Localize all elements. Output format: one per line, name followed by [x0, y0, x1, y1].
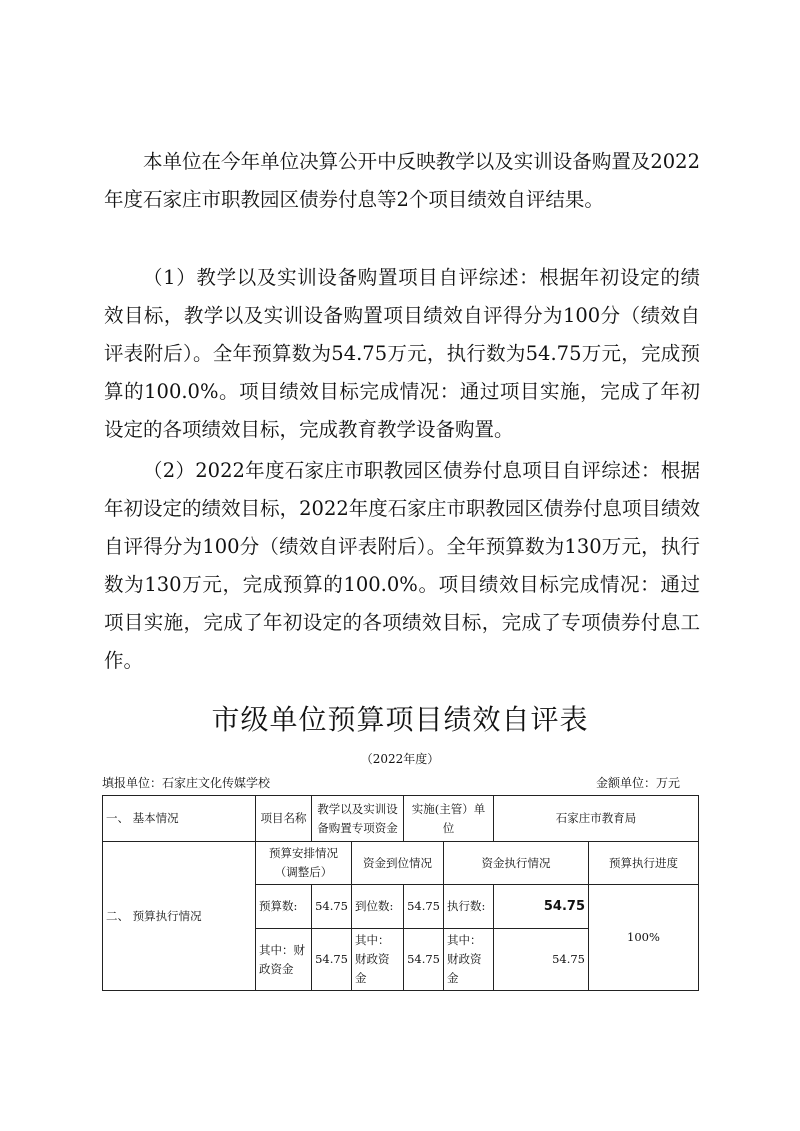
- execution-label: 执行数:: [444, 885, 494, 929]
- project-name-value: 教学以及实训设备购置专项资金: [312, 796, 404, 842]
- basic-info-header: 一、 基本情况: [103, 796, 256, 842]
- budget-fiscal-value: 54.75: [312, 929, 352, 991]
- budget-arrangement-header: 预算安排情况（调整后）: [256, 842, 352, 885]
- form-year: （2022年度）: [360, 752, 440, 766]
- project-name-label: 项目名称: [256, 796, 312, 842]
- budget-value: 54.75: [312, 885, 352, 929]
- fund-arrival-header: 资金到位情况: [352, 842, 444, 885]
- budget-label: 预算数:: [256, 885, 312, 929]
- impl-unit-value: 石家庄市教育局: [494, 796, 699, 842]
- execution-fiscal-label: 其中：财政资金: [444, 929, 494, 991]
- execution-progress-value: 100%: [589, 885, 699, 991]
- arrival-fiscal-value: 54.75: [404, 929, 444, 991]
- execution-progress-header: 预算执行进度: [589, 842, 699, 885]
- project1-summary-paragraph: （1）教学以及实训设备购置项目自评综述：根据年初设定的绩效目标，教学以及实训设备购置项目绩效自评得分为100分（绩效自评表附后）。全年预算数为54.75万元，执行数为54.75万元，完成预算的100.0%。项目绩效目标完成情况：通过项目实施，完成了年初设定的各项绩效目标，完成教育教学设备购置。: [104, 266, 700, 441]
- execution-fiscal-value: 54.75: [494, 929, 589, 991]
- intro-paragraph: 本单位在今年单位决算公开中反映教学以及实训设备购置及2022年度石家庄市职教园区债券付息等2个项目绩效自评结果。: [104, 150, 700, 211]
- project2-summary-paragraph: （2）2022年度石家庄市职教园区债券付息项目自评综述：根据年初设定的绩效目标，2022年度石家庄市职教园区债券付息项目绩效自评得分为100分（绩效自评表附后）。全年预算数为130万元，执行数为130万元，完成预算的100.0%。项目绩效目标完成情况：通过项目实施，完成了年初设定的各项绩效目标，完成了专项债券付息工作。: [104, 459, 700, 672]
- filler-unit: 填报单位：石家庄文化传媒学校: [102, 776, 271, 790]
- arrival-fiscal-label: 其中：财政资金: [352, 929, 404, 991]
- arrival-label: 到位数:: [352, 885, 404, 929]
- table-row: [103, 842, 699, 885]
- arrival-value: 54.75: [404, 885, 444, 929]
- form-title: 市级单位预算项目绩效自评表: [211, 703, 589, 736]
- table-row: [103, 796, 699, 842]
- amount-unit: 金额单位：万元: [595, 776, 680, 790]
- self-evaluation-table: [102, 795, 699, 991]
- impl-unit-label: 实施(主管）单位: [404, 796, 494, 842]
- budget-execution-header: 二、 预算执行情况: [103, 842, 256, 991]
- fund-execution-header: 资金执行情况: [444, 842, 589, 885]
- execution-value: 54.75: [494, 885, 589, 929]
- budget-fiscal-label: 其中：财政资金: [256, 929, 312, 991]
